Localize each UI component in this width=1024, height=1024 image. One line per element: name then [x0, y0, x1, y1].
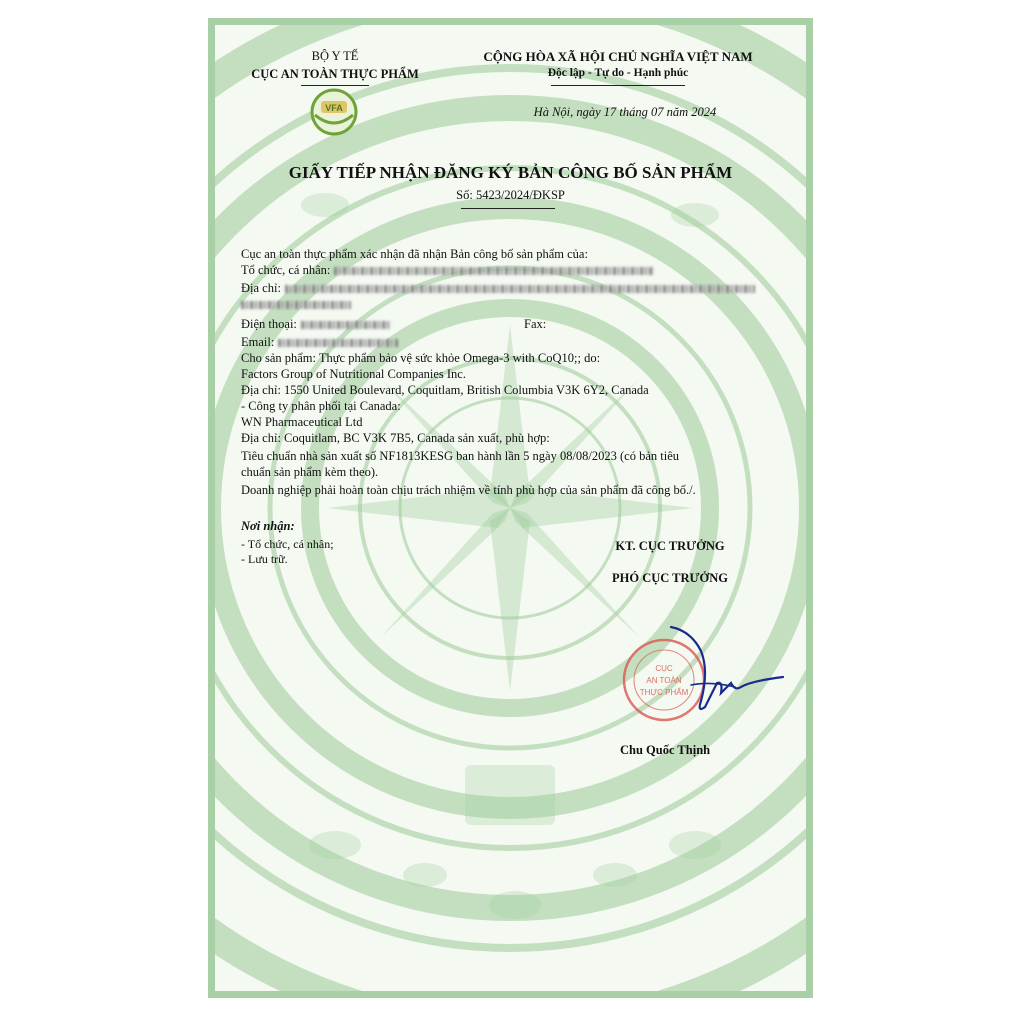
- certificate-page: [208, 18, 813, 998]
- standard-line-2: chuẩn sản phẩm kèm theo).: [241, 465, 379, 479]
- agency-name: CỤC AN TOÀN THỰC PHẨM: [251, 67, 419, 81]
- org-label: Tổ chức, cá nhân:: [241, 263, 331, 277]
- phone-label: Điện thoại:: [241, 317, 297, 331]
- redacted-org: [334, 267, 654, 275]
- phone-line: [241, 317, 391, 332]
- product-line: Cho sản phẩm: Thực phẩm bảo vệ sức khỏe Omega-3 with CoQ10;; do:: [241, 351, 601, 365]
- responsibility-statement: Doanh nghiệp phải hoàn toàn chịu trách nhiệm về tính phù hợp của sản phẩm đã công bố./.: [241, 483, 696, 497]
- handwritten-signature: [651, 621, 801, 731]
- org-line: [241, 263, 654, 278]
- recipients-heading: Nơi nhận:: [241, 519, 295, 533]
- address-line-2: [241, 297, 351, 312]
- national-motto: Độc lập - Tự do - Hạnh phúc: [547, 67, 689, 79]
- svg-text:AN TOÀN: AN TOÀN: [646, 676, 682, 685]
- signer-name: Chu Quốc Thịnh: [620, 743, 711, 757]
- issue-date: Hà Nội, ngày 17 tháng 07 năm 2024: [533, 105, 717, 119]
- ministry-name: BỘ Y TẾ: [311, 49, 359, 63]
- agency-logo: [307, 85, 361, 139]
- email-line: [241, 335, 398, 350]
- address-line: [241, 281, 755, 296]
- distributor-name: WN Pharmaceutical Ltd: [241, 415, 363, 429]
- address-label: Địa chỉ:: [241, 281, 281, 295]
- motto-underline: [551, 85, 685, 86]
- email-label: Email:: [241, 335, 275, 349]
- redacted-phone: [301, 321, 391, 329]
- distributor-address: Địa chỉ: Coquitlam, BC V3K 7B5, Canada sản xuất, phù hợp:: [241, 431, 550, 445]
- manufacturer-name: Factors Group of Nutritional Companies Inc.: [241, 367, 466, 381]
- fax-label: Fax:: [524, 317, 547, 331]
- redacted-address-2: [241, 301, 351, 309]
- document-title: GIẤY TIẾP NHẬN ĐĂNG KÝ BẢN CÔNG BỐ SẢN PHẨM: [288, 163, 733, 182]
- distributor-label: - Công ty phân phối tại Canada:: [241, 399, 401, 413]
- title-underline: [461, 208, 555, 209]
- redacted-address: [285, 285, 755, 293]
- signer-role-1: KT. CỤC TRƯỞNG: [615, 539, 725, 553]
- republic-name: CỘNG HÒA XÃ HỘI CHỦ NGHĨA VIỆT NAM: [483, 49, 753, 64]
- document-number: Số: 5423/2024/ĐKSP: [456, 188, 565, 202]
- recipient-item: - Lưu trữ.: [241, 552, 288, 566]
- redacted-email: [278, 339, 398, 347]
- manufacturer-address: Địa chỉ: 1550 United Boulevard, Coquitlam, British Columbia V3K 6Y2, Canada: [241, 383, 649, 397]
- standard-line-1: Tiêu chuẩn nhà sản xuất số NF1813KESG ban hành lần 5 ngày 08/08/2023 (có bản tiêu: [241, 449, 680, 463]
- recipient-item: - Tổ chức, cá nhân;: [241, 537, 334, 551]
- svg-text:VFA: VFA: [325, 103, 343, 113]
- signer-role-2: PHÓ CỤC TRƯỞNG: [612, 571, 728, 585]
- svg-text:CỤC: CỤC: [655, 664, 673, 673]
- intro-text: Cục an toàn thực phẩm xác nhận đã nhận Bản công bố sản phẩm của:: [241, 247, 588, 261]
- svg-text:THỰC PHẨM: THỰC PHẨM: [639, 688, 689, 697]
